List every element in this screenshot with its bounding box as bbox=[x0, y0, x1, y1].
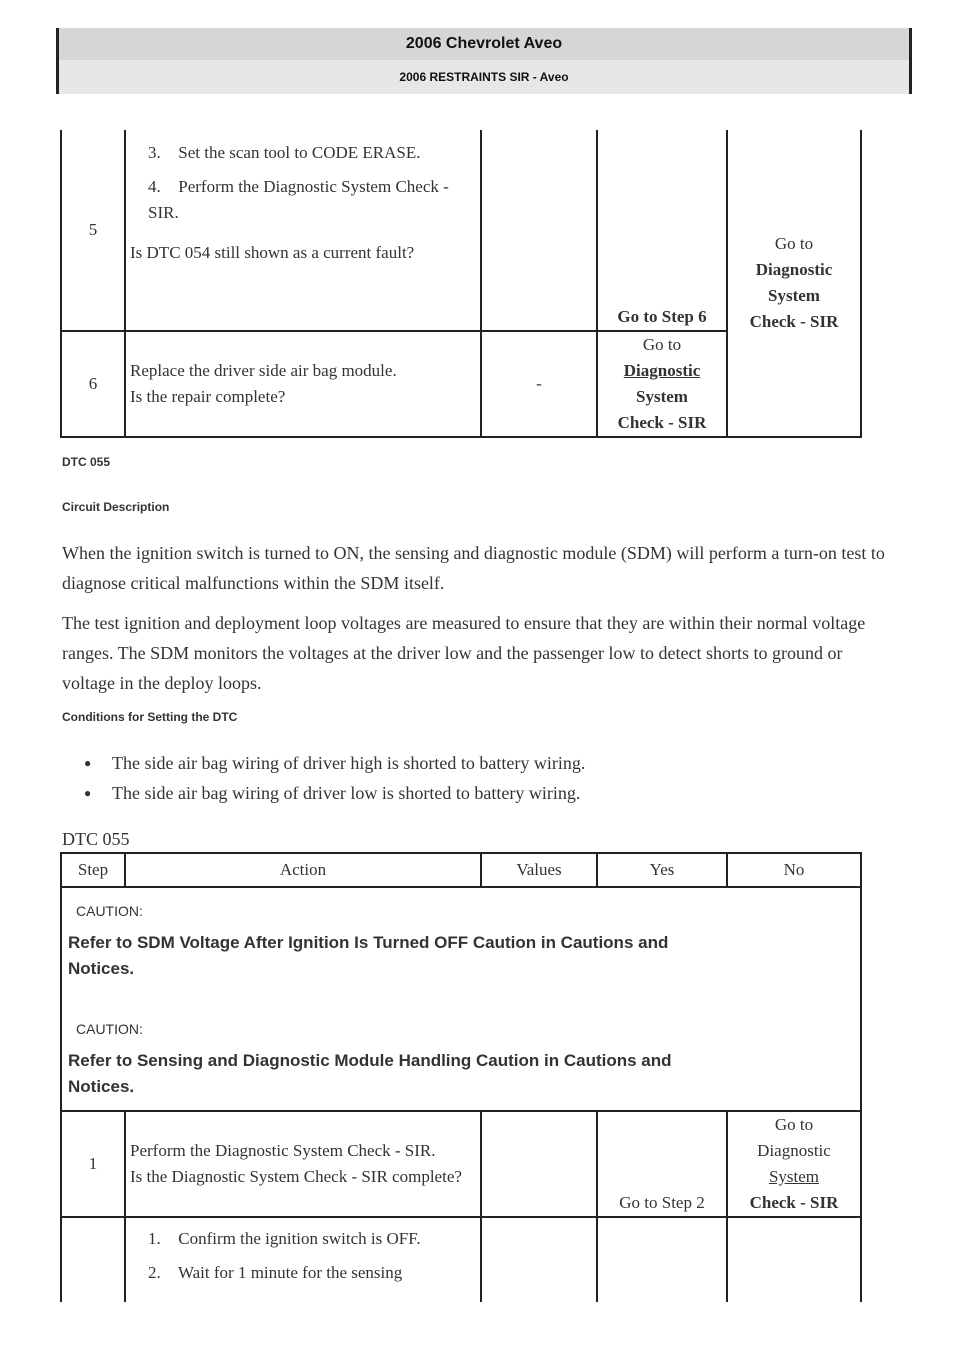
conditions-heading: Conditions for Setting the DTC bbox=[62, 710, 238, 724]
action-list bbox=[130, 1226, 476, 1286]
caution-title: CAUTION: bbox=[76, 1021, 143, 1037]
step-number: 1 bbox=[61, 1111, 125, 1217]
table-row bbox=[61, 130, 861, 331]
column-header-values: Values bbox=[481, 853, 597, 887]
header-subtitle: 2006 RESTRAINTS SIR - Aveo bbox=[59, 60, 909, 94]
table-row bbox=[61, 1111, 861, 1217]
question-text: Is DTC 054 still shown as a current fault? bbox=[130, 243, 415, 262]
yes-cell: Go to Diagnostic System Check - SIR bbox=[597, 331, 727, 437]
no-cell: Go to Diagnostic System Check - SIR bbox=[727, 1111, 861, 1217]
caution-title: CAUTION: bbox=[76, 903, 143, 919]
diagnostic-check-link[interactable]: Diagnostic bbox=[623, 361, 701, 380]
go-to-step-6-link[interactable]: Go to Step 6 bbox=[617, 307, 707, 326]
step-number: 5 bbox=[61, 130, 125, 331]
table-row bbox=[61, 1217, 861, 1302]
caution-text: Refer to SDM Voltage After Ignition Is Turned OFF Caution in Cautions and Notices. bbox=[68, 933, 669, 978]
values-cell bbox=[481, 1217, 597, 1302]
values-cell: - bbox=[481, 331, 597, 437]
list-item: 3. Set the scan tool to CODE ERASE. bbox=[148, 143, 421, 162]
dtc-055-table bbox=[60, 852, 862, 1302]
list-item: ● The side air bag wiring of driver low is shorted to battery wiring. bbox=[62, 778, 892, 808]
header-title: 2006 Chevrolet Aveo bbox=[59, 28, 909, 60]
list-item: 4. Perform the Diagnostic System Check - SIR. bbox=[148, 177, 449, 222]
diagnostic-check-link[interactable]: Diagnostic bbox=[755, 260, 833, 279]
column-header-no: No bbox=[727, 853, 861, 887]
procedure-table-continued bbox=[60, 130, 862, 438]
paragraph-2: The test ignition and deployment loop voltages are measured to ensure that they are within their normal voltage ranges. The SDM monitors the voltages at the driver low and the passenger low to detect shorts to ground or voltage in the deploy loops. bbox=[62, 613, 866, 693]
table-caption: DTC 055 bbox=[62, 829, 130, 849]
caution-cell bbox=[61, 887, 861, 1111]
step-number bbox=[61, 1217, 125, 1302]
values-cell bbox=[481, 1111, 597, 1217]
column-header-action: Action bbox=[125, 853, 481, 887]
page-header bbox=[56, 28, 912, 94]
action-list bbox=[130, 140, 476, 226]
caution-text: Refer to Sensing and Diagnostic Module Handling Caution in Cautions and Notices. bbox=[68, 1051, 672, 1096]
column-header-yes: Yes bbox=[597, 853, 727, 887]
values-cell bbox=[481, 130, 597, 331]
action-cell: Perform the Diagnostic System Check - SIR. Is the Diagnostic System Check - SIR complete? bbox=[125, 1111, 481, 1217]
no-cell bbox=[727, 1217, 861, 1302]
yes-cell bbox=[597, 130, 727, 331]
action-cell: Replace the driver side air bag module. Is the repair complete? bbox=[125, 331, 481, 437]
yes-cell bbox=[597, 1111, 727, 1217]
yes-cell bbox=[597, 1217, 727, 1302]
step-number: 6 bbox=[61, 331, 125, 437]
action-cell bbox=[125, 130, 481, 331]
column-header-step: Step bbox=[61, 853, 125, 887]
list-item: 2. Wait for 1 minute for the sensing bbox=[148, 1263, 403, 1282]
circuit-description-heading: Circuit Description bbox=[62, 500, 170, 514]
go-to-step-2-link[interactable]: Go to Step 2 bbox=[619, 1193, 705, 1212]
list-item: ● The side air bag wiring of driver high is shorted to battery wiring. bbox=[62, 748, 892, 778]
diagnostic-check-link[interactable]: Diagnostic bbox=[757, 1141, 831, 1160]
caution-row bbox=[61, 887, 861, 1111]
list-item: 1. Confirm the ignition switch is OFF. bbox=[148, 1229, 421, 1248]
conditions-list bbox=[62, 748, 892, 808]
dtc-title: DTC 055 bbox=[62, 455, 111, 469]
action-cell bbox=[125, 1217, 481, 1302]
paragraph-1: When the ignition switch is turned to ON, the sensing and diagnostic module (SDM) will perform a turn-on test to diagnose critical malfunctions within the SDM itself. bbox=[62, 543, 885, 593]
table-header-row bbox=[61, 853, 861, 887]
no-cell: Go to Diagnostic System Check - SIR bbox=[727, 130, 861, 437]
